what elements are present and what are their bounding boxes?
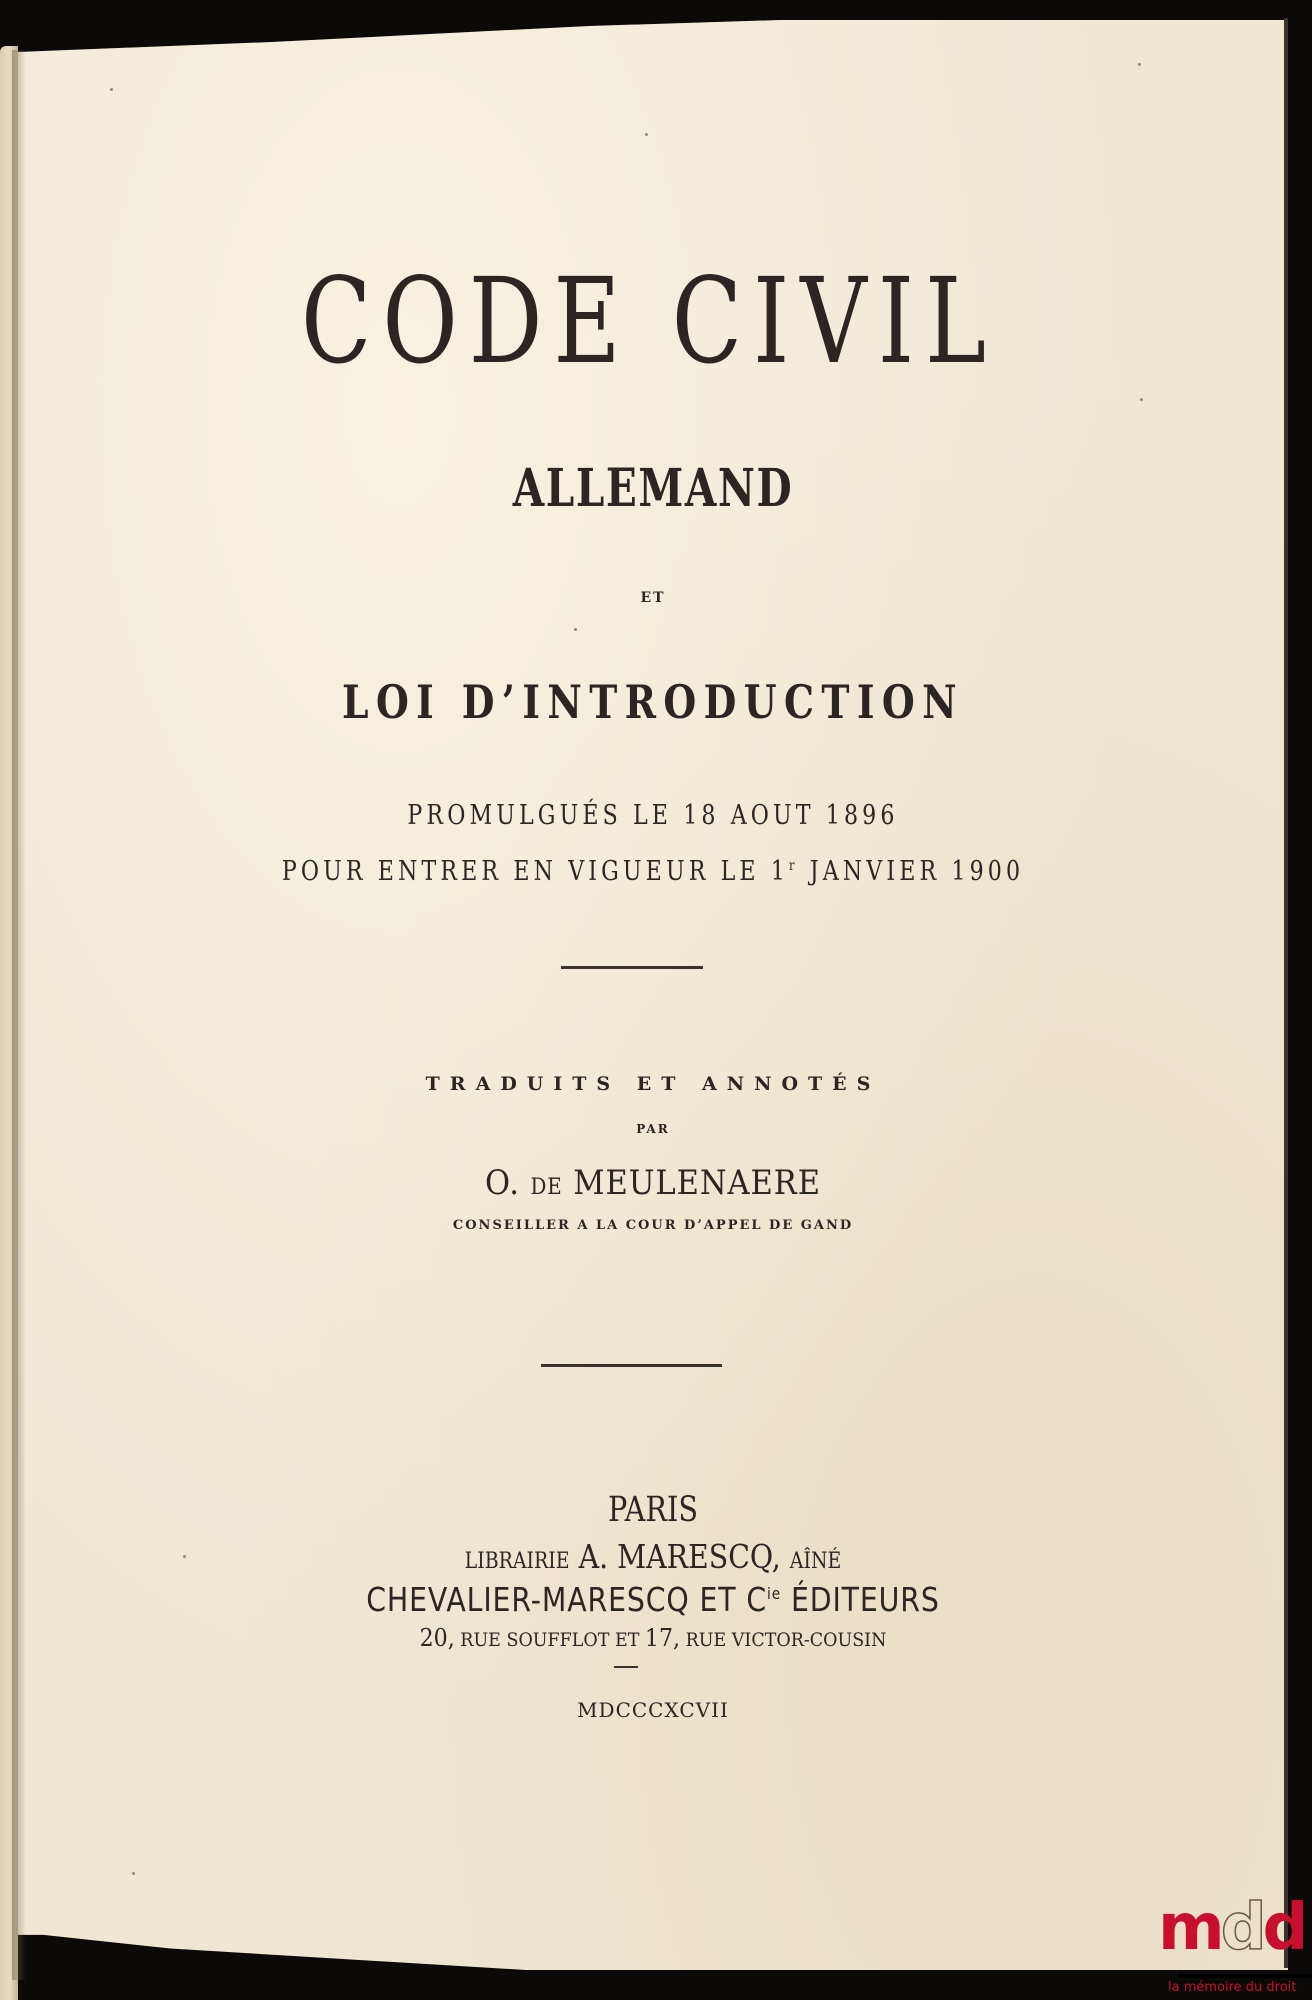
mdd-watermark-logo: [1148, 1888, 1312, 2000]
address-number-1: 20,: [419, 1624, 455, 1652]
logo-letter-d: d: [1262, 1891, 1305, 1965]
librairie-prefix: LIBRAIRIE: [464, 1549, 570, 1574]
paper-speck: [132, 1872, 135, 1875]
logo-tagline: la mémoire du droit: [1168, 1980, 1297, 1995]
paper-speck: [574, 628, 577, 631]
conjunction: ET: [640, 590, 666, 606]
translation-note: TRADUITS ET ANNOTÉS: [425, 1073, 881, 1095]
author-surname: MEULENAERE: [562, 1163, 821, 1203]
address-number-2: 17,: [644, 1624, 681, 1652]
author-particle: DE: [530, 1175, 563, 1200]
paper-speck: [183, 1555, 186, 1558]
address-street-1: RUE SOUFFLOT ET: [454, 1629, 645, 1651]
short-dash-rule: [614, 1666, 638, 1668]
mdd-logo-mark: [1158, 1891, 1305, 1965]
librairie-name: A. MARESCQ,: [569, 1537, 790, 1576]
paper-speck: [645, 133, 648, 136]
publisher-prefix: CHEVALIER-MARESCQ ET C: [366, 1580, 768, 1619]
imprint-librairie: [107, 1537, 1199, 1576]
effective-date-suffix: JANVIER 1900: [798, 856, 1025, 887]
librairie-suffix: AÎNÉ: [789, 1549, 842, 1574]
imprint-address: [69, 1624, 1237, 1652]
imprint-city: PARIS: [607, 1490, 699, 1530]
paper-speck: [1138, 63, 1141, 66]
by-label: PAR: [636, 1122, 670, 1136]
publication-year: MDCCCXCVII: [577, 1698, 729, 1722]
divider-rule: [541, 1364, 722, 1367]
author-role: CONSEILLER A LA COUR D’APPEL DE GAND: [452, 1218, 854, 1233]
author-initial: O.: [485, 1163, 531, 1203]
paper-speck: [1140, 398, 1143, 401]
address-street-2: RUE VICTOR-COUSIN: [680, 1629, 887, 1651]
paper-speck: [110, 88, 113, 91]
imprint-publisher: [107, 1580, 1199, 1619]
divider-rule: [561, 966, 703, 969]
author-name: [82, 1163, 1225, 1203]
effective-date-prefix: POUR ENTRER EN VIGUEUR LE 1: [281, 856, 790, 887]
book-title-second: LOI D’INTRODUCTION: [342, 675, 964, 729]
logo-letter-m: m: [1158, 1891, 1221, 1965]
logo-letter-d-outline: d: [1220, 1891, 1263, 1965]
logo-underline: [1178, 1974, 1312, 1978]
publisher-suffix: ÉDITEURS: [781, 1580, 940, 1619]
promulgation-date: PROMULGUÉS LE 18 AOUT 1896: [407, 800, 899, 831]
effective-date-superscript: r: [789, 858, 799, 874]
publisher-superscript: ie: [767, 1584, 782, 1603]
book-subtitle: ALLEMAND: [512, 458, 794, 519]
book-title: CODE CIVIL: [300, 252, 998, 390]
title-page-content: [18, 0, 1288, 2000]
effective-date: [132, 856, 1173, 887]
